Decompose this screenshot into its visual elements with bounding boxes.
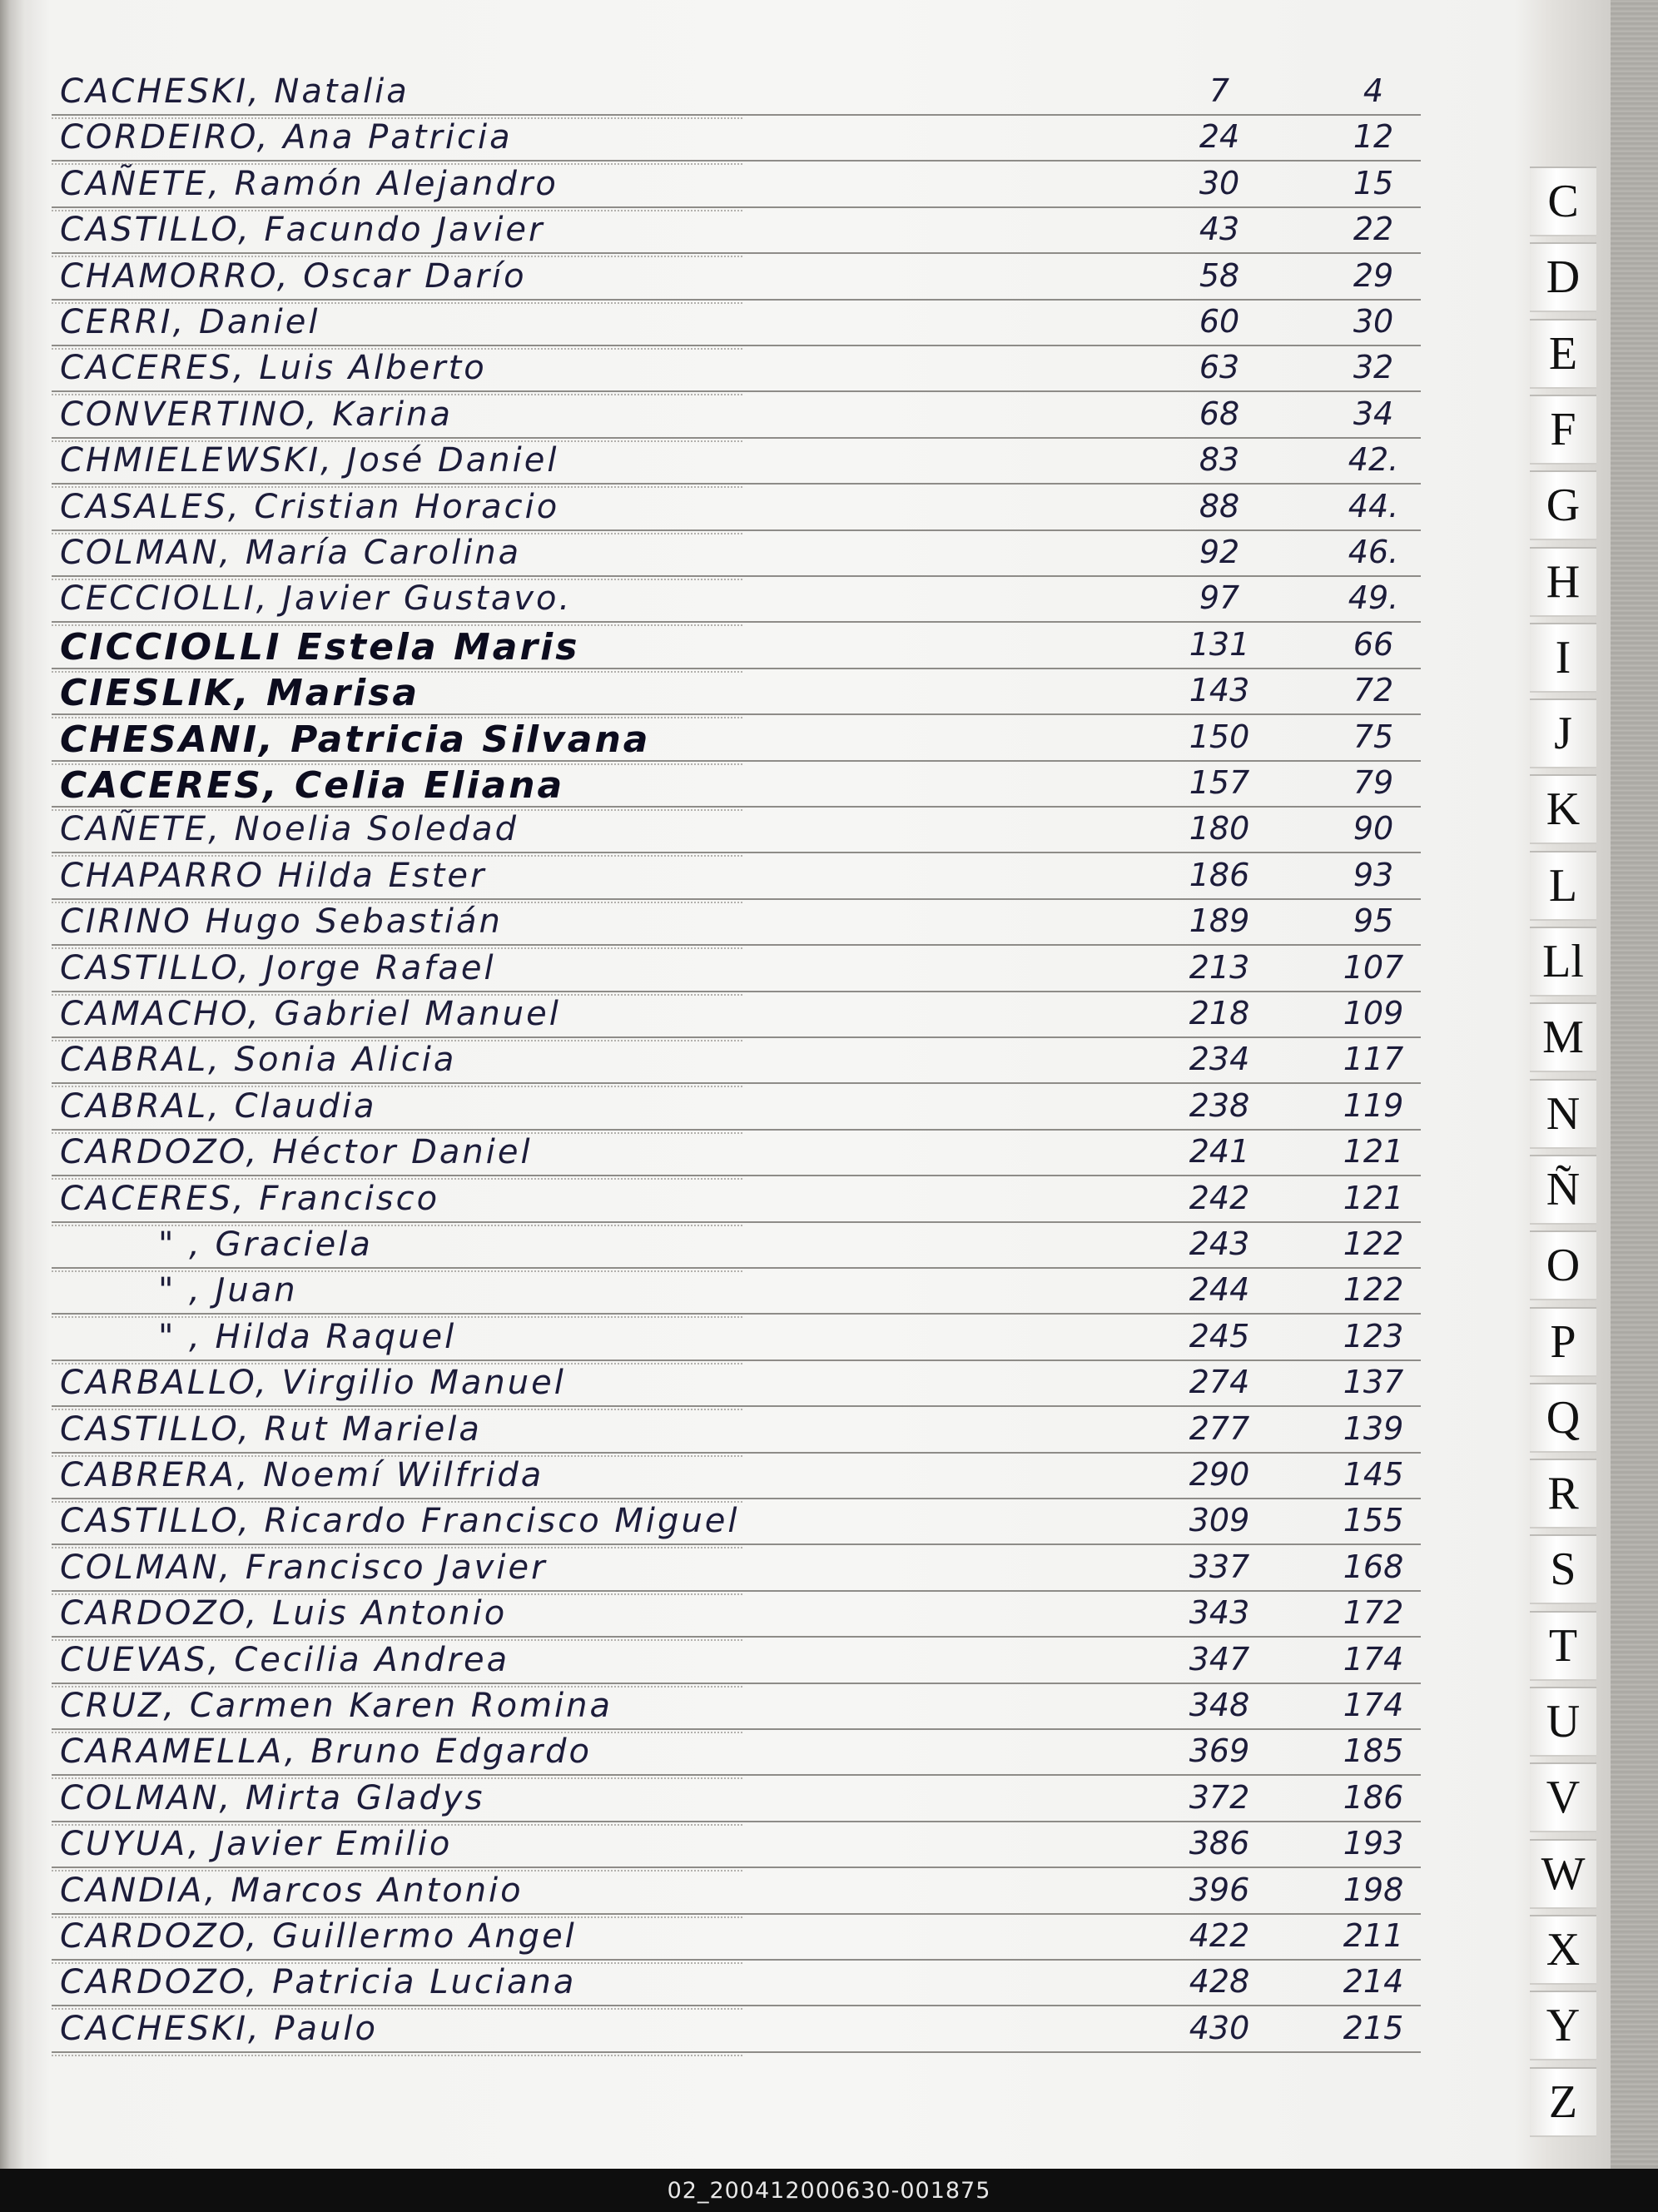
entry-name: CASTILLO, Ricardo Francisco Miguel — [60, 1502, 740, 1541]
entry-number-second: 32 — [1353, 349, 1394, 386]
dotted-guide-line — [52, 1270, 742, 1272]
ruled-line — [52, 1129, 1421, 1131]
entry-number-second: 109 — [1343, 995, 1404, 1031]
entry-name: CACHESKI, Natalia — [60, 72, 410, 111]
entry-number-second: 49. — [1348, 579, 1399, 617]
entry-number-first: 83 — [1199, 441, 1240, 479]
entry-number-first: 277 — [1189, 1409, 1250, 1447]
entry-number-second: 30 — [1353, 303, 1394, 340]
ruled-line — [52, 390, 1421, 392]
entry-name: CICCIOLLI Estela Maris — [60, 625, 580, 669]
ruled-line — [52, 1821, 1421, 1822]
ruled-line — [52, 206, 1421, 208]
entry-number-first: 88 — [1199, 487, 1240, 524]
index-tab-x[interactable]: X — [1530, 1915, 1596, 1985]
entry-name: CARDOZO, Patricia Luciana — [60, 1963, 577, 2002]
ruled-line — [52, 1360, 1421, 1361]
ruled-line — [52, 1221, 1421, 1223]
entry-number-second: 44. — [1348, 487, 1399, 524]
index-tab-m[interactable]: M — [1530, 1002, 1596, 1072]
entry-name: CACERES, Francisco — [60, 1179, 440, 1218]
entry-number-second: 107 — [1343, 948, 1404, 986]
entry-number-first: 347 — [1189, 1640, 1250, 1678]
entry-name: CAÑETE, Ramón Alejandro — [60, 164, 558, 203]
ruled-line — [52, 345, 1421, 346]
index-tab-e[interactable]: E — [1530, 319, 1596, 389]
ruled-line — [52, 1498, 1421, 1499]
entry-name: CACERES, Luis Alberto — [60, 349, 487, 388]
index-tab-j[interactable]: J — [1530, 698, 1596, 768]
entry-number-second: 186 — [1343, 1778, 1404, 1816]
entry-number-first: 242 — [1189, 1179, 1250, 1216]
entry-number-second: 4 — [1363, 72, 1384, 109]
ruled-line — [52, 898, 1421, 900]
entry-name: CASTILLO, Jorge Rafael — [60, 948, 496, 987]
entry-number-second: 29 — [1353, 256, 1394, 294]
entry-name: CARDOZO, Luis Antonio — [60, 1594, 508, 1633]
entry-number-first: 396 — [1189, 1871, 1250, 1908]
index-tab-ll[interactable]: Ll — [1530, 927, 1596, 997]
entry-name: CORDEIRO, Ana Patricia — [60, 118, 513, 157]
entry-number-first: 213 — [1189, 948, 1250, 986]
entry-name: CASALES, Cristian Horacio — [60, 487, 560, 526]
ruled-line — [52, 1867, 1421, 1868]
entry-number-first: 372 — [1189, 1778, 1250, 1816]
ruled-line — [52, 991, 1421, 992]
ruled-line — [52, 1405, 1421, 1407]
entry-number-first: 430 — [1189, 2009, 1250, 2046]
index-tab-o[interactable]: O — [1530, 1230, 1596, 1300]
entry-number-first: 43 — [1199, 211, 1240, 248]
entry-number-first: 150 — [1189, 718, 1250, 755]
entry-number-second: 42. — [1348, 441, 1399, 479]
image-id-label: 02_200412000630-001875 — [667, 2177, 991, 2204]
entry-number-first: 218 — [1189, 995, 1250, 1031]
dotted-guide-line — [52, 2055, 742, 2056]
entry-name: CASTILLO, Rut Mariela — [60, 1409, 482, 1449]
entry-number-second: 193 — [1343, 1825, 1404, 1862]
entry-number-second: 121 — [1343, 1133, 1404, 1171]
entry-name: " , Juan — [158, 1271, 298, 1310]
entry-number-first: 92 — [1199, 534, 1240, 570]
index-tab-l[interactable]: L — [1530, 851, 1596, 921]
entry-number-first: 290 — [1189, 1456, 1250, 1493]
entry-number-second: 90 — [1353, 810, 1394, 848]
ruled-line — [52, 1267, 1421, 1269]
entry-number-second: 119 — [1343, 1086, 1404, 1124]
index-tab-r[interactable]: R — [1530, 1459, 1596, 1529]
entry-name: CUYUA, Javier Emilio — [60, 1825, 453, 1864]
entry-name: CHESANI, Patricia Silvana — [60, 718, 651, 761]
ruled-line — [52, 944, 1421, 946]
entry-name: CECCIOLLI, Javier Gustavo. — [60, 579, 573, 619]
entry-number-first: 58 — [1199, 256, 1240, 294]
entry-number-second: 15 — [1353, 164, 1394, 201]
entry-number-second: 95 — [1353, 902, 1394, 940]
ruled-line — [52, 1543, 1421, 1545]
entry-name: CANDIA, Marcos Antonio — [60, 1871, 524, 1910]
entry-number-second: 155 — [1343, 1502, 1404, 1539]
entry-number-first: 428 — [1189, 1963, 1250, 2001]
index-tab-g[interactable]: G — [1530, 470, 1596, 540]
entry-number-first: 348 — [1189, 1687, 1250, 1723]
entry-number-second: 172 — [1343, 1594, 1404, 1632]
index-tab-p[interactable]: P — [1530, 1307, 1596, 1377]
entry-number-first: 234 — [1189, 1041, 1250, 1078]
index-tab-w[interactable]: W — [1530, 1839, 1596, 1909]
index-tab-n[interactable]: N — [1530, 1079, 1596, 1149]
entry-number-second: 214 — [1343, 1963, 1404, 2001]
entry-number-first: 60 — [1199, 303, 1240, 340]
entry-name: CHAMORRO, Oscar Darío — [60, 256, 527, 296]
index-tab-c[interactable]: C — [1530, 167, 1596, 236]
entry-number-second: 79 — [1353, 764, 1394, 801]
index-tab-v[interactable]: V — [1530, 1762, 1596, 1832]
entry-number-first: 143 — [1189, 672, 1250, 709]
entry-name: COLMAN, Mirta Gladys — [60, 1778, 485, 1817]
entry-name: CRUZ, Carmen Karen Romina — [60, 1687, 613, 1725]
entry-number-first: 186 — [1189, 856, 1250, 893]
entry-number-first: 68 — [1199, 395, 1240, 432]
entry-name: CERRI, Daniel — [60, 303, 320, 341]
entry-number-first: 131 — [1189, 625, 1250, 663]
entry-number-second: 22 — [1353, 211, 1394, 248]
dotted-guide-line — [52, 1225, 742, 1226]
entry-number-first: 243 — [1189, 1225, 1250, 1262]
entry-number-second: 168 — [1343, 1548, 1404, 1585]
entry-name: CABRAL, Sonia Alicia — [60, 1041, 457, 1080]
entry-name: CONVERTINO, Karina — [60, 395, 453, 434]
entry-number-first: 386 — [1189, 1825, 1250, 1862]
ruled-line — [52, 1036, 1421, 1038]
entry-number-first: 274 — [1189, 1364, 1250, 1401]
ruled-line — [52, 483, 1421, 485]
entry-name: CHAPARRO Hilda Ester — [60, 856, 487, 895]
entry-number-first: 241 — [1189, 1133, 1250, 1171]
entry-number-second: 117 — [1343, 1041, 1404, 1078]
index-tab-i[interactable]: I — [1530, 623, 1596, 693]
entry-number-first: 63 — [1199, 349, 1240, 386]
entry-name: CARAMELLA, Bruno Edgardo — [60, 1732, 592, 1772]
entry-number-second: 211 — [1343, 1917, 1404, 1954]
entry-name: CHMIELEWSKI, José Daniel — [60, 441, 559, 480]
index-tab-d[interactable]: D — [1530, 242, 1596, 312]
entry-name: COLMAN, Francisco Javier — [60, 1548, 548, 1587]
entry-number-second: 12 — [1353, 118, 1394, 156]
entry-name: CASTILLO, Facundo Javier — [60, 211, 545, 250]
ruled-line — [52, 1774, 1421, 1776]
entry-number-second: 215 — [1343, 2009, 1404, 2046]
ruled-line — [52, 1452, 1421, 1454]
index-tab-u[interactable]: U — [1530, 1687, 1596, 1757]
entry-number-second: 174 — [1343, 1687, 1404, 1723]
entry-number-second: 93 — [1353, 856, 1394, 893]
entry-name: CARDOZO, Héctor Daniel — [60, 1133, 533, 1172]
entry-number-second: 137 — [1343, 1364, 1404, 1401]
image-id-footer — [0, 2169, 1658, 2212]
ruled-line — [52, 437, 1421, 439]
entry-number-second: 145 — [1343, 1456, 1404, 1493]
entry-name: CIESLIK, Marisa — [60, 672, 420, 715]
ruled-line — [52, 529, 1421, 531]
entry-name: COLMAN, María Carolina — [60, 534, 522, 572]
ruled-line — [52, 114, 1421, 116]
entry-number-second: 66 — [1353, 625, 1394, 663]
ruled-line — [52, 299, 1421, 301]
ruled-line — [52, 1590, 1421, 1592]
ruled-line — [52, 1959, 1421, 1961]
entry-name: CUEVAS, Cecilia Andrea — [60, 1640, 510, 1679]
entry-name: CAÑETE, Noelia Soledad — [60, 810, 519, 849]
ruled-line — [52, 575, 1421, 577]
entry-name: CACERES, Celia Eliana — [60, 764, 565, 807]
entry-number-second: 72 — [1353, 672, 1394, 709]
ruled-line — [52, 1175, 1421, 1176]
entry-number-first: 30 — [1199, 164, 1240, 201]
ruled-line — [52, 2051, 1421, 2053]
entry-number-first: 369 — [1189, 1732, 1250, 1770]
entry-number-second: 121 — [1343, 1179, 1404, 1216]
index-tab-y[interactable]: Y — [1530, 1991, 1596, 2060]
entry-number-second: 185 — [1343, 1732, 1404, 1770]
ruled-line — [52, 1913, 1421, 1915]
index-tab-h[interactable]: H — [1530, 547, 1596, 617]
entry-number-second: 198 — [1343, 1871, 1404, 1908]
ruled-line — [52, 1313, 1421, 1315]
ruled-line — [52, 252, 1421, 254]
index-tab-s[interactable]: S — [1530, 1534, 1596, 1604]
entry-name: CAMACHO, Gabriel Manuel — [60, 995, 561, 1033]
index-tab-t[interactable]: T — [1530, 1611, 1596, 1681]
entry-number-second: 46. — [1348, 534, 1399, 570]
entry-name: CACHESKI, Paulo — [60, 2009, 378, 2048]
entry-name: CIRINO Hugo Sebastián — [60, 902, 503, 942]
entry-name: CABRERA, Noemí Wilfrida — [60, 1456, 544, 1494]
entry-number-second: 122 — [1343, 1225, 1404, 1262]
entry-number-first: 244 — [1189, 1271, 1250, 1309]
entry-number-second: 122 — [1343, 1271, 1404, 1309]
page-edge-shadow — [1611, 0, 1658, 2169]
index-tab-ñ[interactable]: Ñ — [1530, 1155, 1596, 1225]
page-binding-shadow — [0, 0, 33, 2169]
entry-number-first: 422 — [1189, 1917, 1250, 1954]
ruled-line — [52, 1636, 1421, 1638]
entry-number-second: 75 — [1353, 718, 1394, 755]
entry-name: CABRAL, Claudia — [60, 1086, 377, 1126]
entry-number-second: 139 — [1343, 1409, 1404, 1447]
entry-number-first: 97 — [1199, 579, 1240, 617]
ruled-line — [52, 1683, 1421, 1684]
entry-number-second: 174 — [1343, 1640, 1404, 1678]
ruled-line — [52, 1728, 1421, 1730]
ruled-line — [52, 160, 1421, 162]
index-tab-q[interactable]: Q — [1530, 1383, 1596, 1453]
index-tab-f[interactable]: F — [1530, 395, 1596, 465]
ruled-line — [52, 2005, 1421, 2006]
entry-number-first: 157 — [1189, 764, 1250, 801]
index-tab-z[interactable]: Z — [1530, 2067, 1596, 2137]
ruled-line — [52, 621, 1421, 623]
index-tab-k[interactable]: K — [1530, 774, 1596, 844]
entry-number-first: 343 — [1189, 1594, 1250, 1632]
entry-number-first: 24 — [1199, 118, 1240, 156]
entry-number-first: 309 — [1189, 1502, 1250, 1539]
entry-name: CARDOZO, Guillermo Angel — [60, 1917, 577, 1956]
entry-number-first: 238 — [1189, 1086, 1250, 1124]
entry-name: CARBALLO, Virgilio Manuel — [60, 1364, 566, 1403]
entry-number-first: 337 — [1189, 1548, 1250, 1585]
entry-number-second: 123 — [1343, 1317, 1404, 1355]
entry-name: " , Hilda Raquel — [158, 1317, 457, 1356]
entry-number-first: 189 — [1189, 902, 1250, 940]
entry-name: " , Graciela — [158, 1225, 373, 1264]
entry-number-second: 34 — [1353, 395, 1394, 432]
ruled-line — [52, 852, 1421, 853]
entry-number-first: 180 — [1189, 810, 1250, 848]
alphabet-index-tabs — [1530, 167, 1596, 2148]
entry-number-first: 7 — [1209, 72, 1230, 109]
ruled-line — [52, 1082, 1421, 1084]
entry-number-first: 245 — [1189, 1317, 1250, 1355]
